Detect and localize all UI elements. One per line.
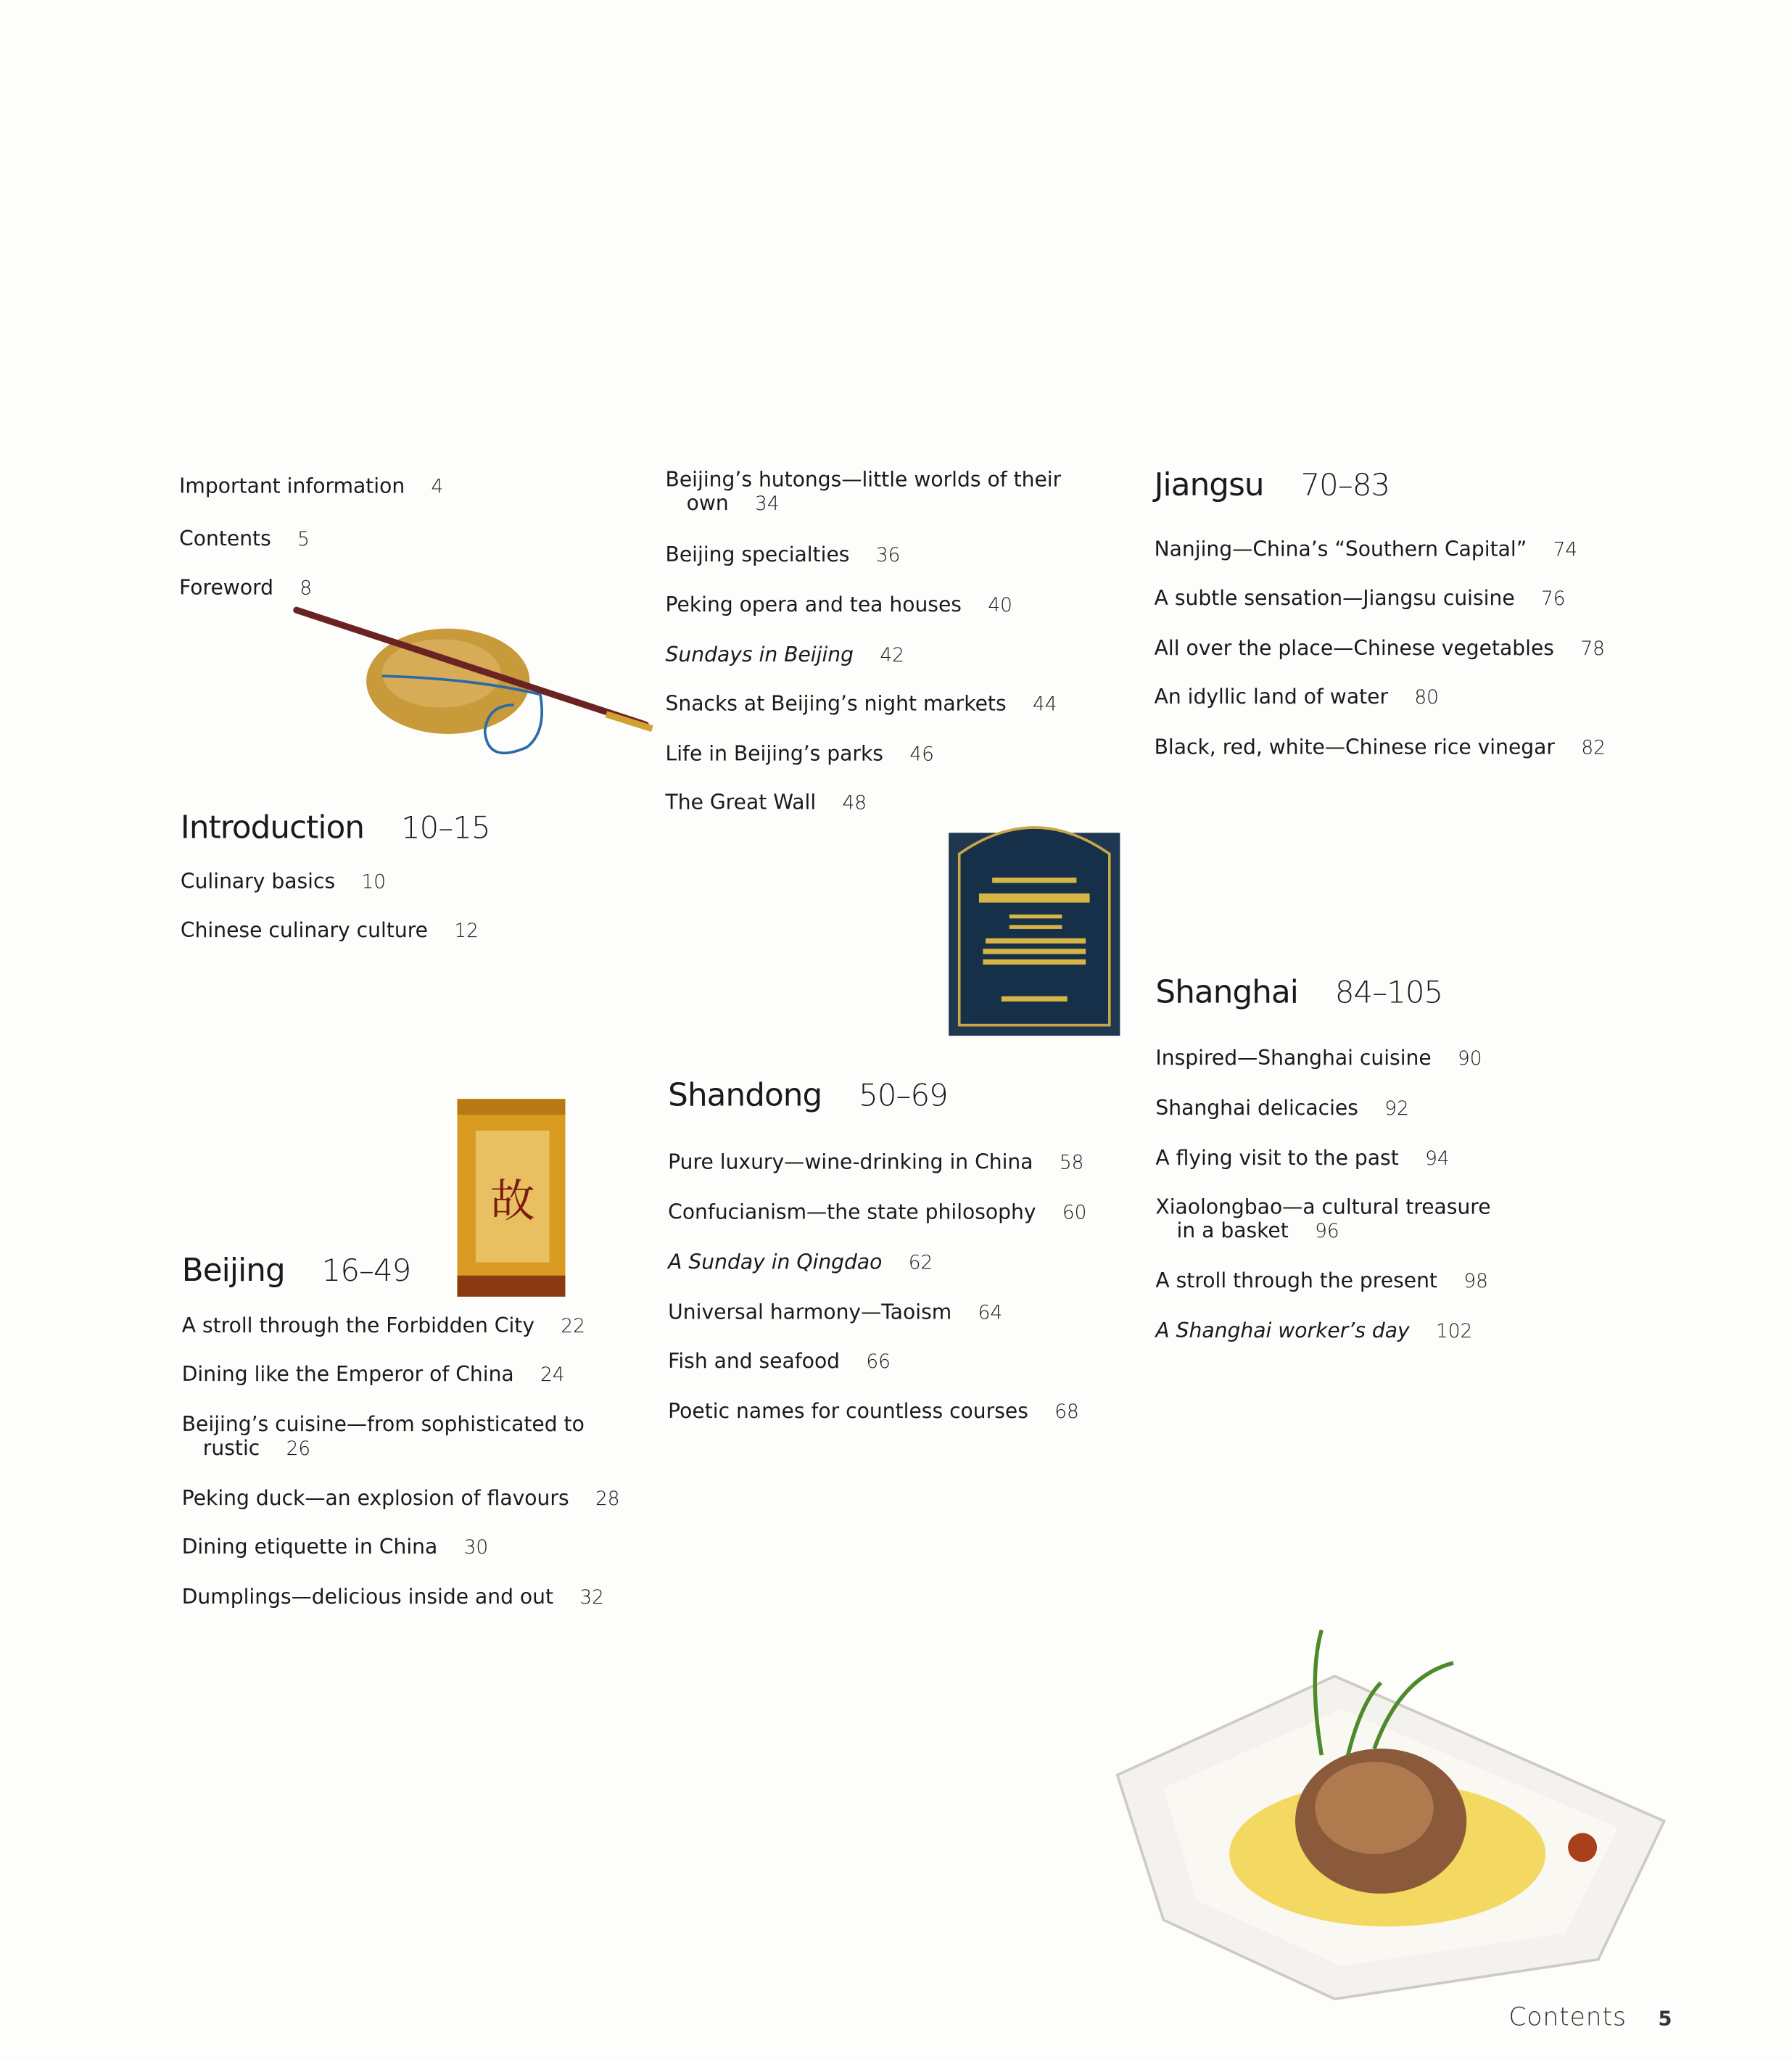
toc-entry[interactable] xyxy=(666,593,1012,619)
entry-title: Peking duck—an explosion of flavours xyxy=(181,1486,569,1511)
entry-page-number: 76 xyxy=(1541,589,1566,611)
toc-entry[interactable] xyxy=(182,1486,620,1511)
entry-page-number: 46 xyxy=(909,744,934,766)
entry-title: Chinese culinary culture xyxy=(180,918,429,943)
toc-entry[interactable] xyxy=(179,474,443,500)
toc-entry[interactable] xyxy=(1155,1147,1449,1172)
entry-title: Culinary basics xyxy=(180,870,336,894)
entry-page-number: 78 xyxy=(1580,639,1605,661)
heading-title: Introduction xyxy=(180,809,365,846)
entry-title: All over the place—Chinese vegetables xyxy=(1154,636,1554,661)
entry-page-number: 24 xyxy=(540,1365,565,1387)
heading-title: Beijing xyxy=(181,1252,285,1289)
toc-entry[interactable] xyxy=(1155,685,1439,711)
entry-title: Life in Beijing’s parks xyxy=(665,741,884,766)
heading-page-range: 84–105 xyxy=(1334,976,1443,1011)
entry-page-number: 98 xyxy=(1463,1271,1488,1293)
entry-page-number: 94 xyxy=(1425,1149,1450,1171)
entry-page-number: 68 xyxy=(1054,1402,1079,1424)
entry-page-number: 4 xyxy=(431,476,444,498)
entry-page-number: 74 xyxy=(1553,540,1578,561)
toc-entry[interactable] xyxy=(1155,587,1566,612)
toc-entry[interactable] xyxy=(668,1250,933,1276)
entry-title: Contents xyxy=(179,527,271,551)
entry-page-number: 58 xyxy=(1059,1152,1084,1174)
entry-page-number: 5 xyxy=(297,529,310,551)
toc-entry[interactable] xyxy=(179,576,312,601)
entry-title: A stroll through the present xyxy=(1155,1268,1437,1293)
entry-title: Dining etiquette in China xyxy=(181,1535,438,1559)
entry-page-number: 22 xyxy=(561,1316,585,1338)
entry-title: A stroll through the Forbidden City xyxy=(181,1313,535,1338)
entry-page-number: 96 xyxy=(1315,1221,1339,1243)
toc-entry[interactable] xyxy=(182,1535,488,1561)
toc-entry[interactable] xyxy=(182,1585,604,1611)
toc-entry[interactable] xyxy=(666,543,901,569)
entry-title: A subtle sensation—Jiangsu cuisine xyxy=(1154,586,1515,611)
toc-entry[interactable] xyxy=(668,1400,1079,1425)
entry-title: An idyllic land of water xyxy=(1154,685,1389,709)
toc-entry[interactable] xyxy=(1155,1097,1408,1122)
noodle-dish-image xyxy=(1111,1623,1677,2005)
toc-entry[interactable] xyxy=(668,1200,1086,1226)
entry-title: Dumplings—delicious inside and out xyxy=(181,1585,554,1609)
entry-title: Peking opera and tea houses xyxy=(665,593,962,617)
svg-text:故: 故 xyxy=(490,1174,535,1227)
entry-page-number: 44 xyxy=(1032,694,1057,716)
footer-label: Contents xyxy=(1508,2002,1627,2032)
toc-entry[interactable] xyxy=(1155,1269,1487,1295)
toc-entry[interactable] xyxy=(666,468,1062,516)
toc-entry[interactable] xyxy=(1155,1047,1482,1072)
entry-page-number: 40 xyxy=(988,595,1012,617)
entry-page-number: 32 xyxy=(579,1588,604,1609)
heading-page-range: 70–83 xyxy=(1300,469,1390,504)
entry-page-number: 82 xyxy=(1581,738,1606,759)
toc-entry[interactable] xyxy=(666,643,904,669)
entry-title: Beijing’s cuisine—from sophisticated to xyxy=(181,1412,585,1437)
entry-title: Foreword xyxy=(179,575,274,600)
entry-page-number: 36 xyxy=(875,545,901,567)
section-heading xyxy=(182,1252,411,1289)
entry-title: Dining like the Emperor of China xyxy=(181,1362,514,1387)
toc-entry[interactable] xyxy=(1155,637,1605,662)
entry-title: Nanjing—China’s “Southern Capital” xyxy=(1154,537,1527,561)
toc-entry[interactable] xyxy=(182,1313,585,1339)
toc-entry[interactable] xyxy=(1155,537,1578,563)
page-number: 5 xyxy=(1658,2007,1673,2031)
toc-entry[interactable] xyxy=(182,1413,585,1461)
section-heading xyxy=(1155,974,1442,1011)
entry-page-number: 102 xyxy=(1436,1321,1473,1343)
entry-page-number: 30 xyxy=(463,1538,489,1559)
entry-title: Shanghai delicacies xyxy=(1155,1096,1358,1121)
entry-page-number: 62 xyxy=(908,1253,933,1274)
toc-entry[interactable] xyxy=(182,1363,565,1388)
toc-entry[interactable] xyxy=(668,1150,1083,1176)
heading-page-range: 10–15 xyxy=(400,812,490,846)
entry-page-number: 8 xyxy=(300,578,313,600)
toc-entry[interactable] xyxy=(1155,1195,1490,1244)
entry-page-number: 26 xyxy=(286,1439,311,1461)
entry-title: The Great Wall xyxy=(665,791,817,814)
section-heading xyxy=(181,809,490,846)
entry-title: Fish and seafood xyxy=(668,1349,841,1374)
entry-title-continued: in a basket xyxy=(1176,1218,1289,1243)
entry-title: Sundays in Beijing xyxy=(665,643,854,667)
entry-page-number: 80 xyxy=(1414,688,1439,709)
section-heading xyxy=(668,1076,948,1113)
section-heading xyxy=(1155,466,1390,503)
entry-title: Beijing specialties xyxy=(665,542,850,567)
entry-title: Pure luxury—wine-drinking in China xyxy=(668,1150,1033,1174)
heading-title: Shandong xyxy=(668,1076,822,1114)
entry-title: Inspired—Shanghai cuisine xyxy=(1155,1046,1432,1070)
entry-title: Poetic names for countless courses xyxy=(668,1399,1028,1424)
toc-entry[interactable] xyxy=(666,692,1057,717)
entry-title: A Shanghai worker’s day xyxy=(1155,1319,1410,1343)
toc-entry[interactable] xyxy=(1155,735,1606,761)
toc-entry[interactable] xyxy=(666,791,867,816)
toc-entry[interactable] xyxy=(668,1350,891,1375)
page-footer xyxy=(1508,2003,1672,2032)
entry-title: Snacks at Beijing’s night markets xyxy=(665,691,1007,716)
entry-title: Beijing’s hutongs—little worlds of their xyxy=(665,467,1062,492)
toc-entry[interactable] xyxy=(1155,1319,1472,1345)
toc-entry[interactable] xyxy=(181,870,386,895)
entry-title: A Sunday in Qingdao xyxy=(668,1250,883,1274)
entry-title: Xiaolongbao—a cultural treasure xyxy=(1155,1194,1491,1219)
entry-page-number: 90 xyxy=(1458,1049,1482,1070)
entry-title: A flying visit to the past xyxy=(1155,1146,1399,1171)
entry-page-number: 60 xyxy=(1062,1202,1087,1224)
entry-page-number: 64 xyxy=(978,1303,1003,1324)
entry-title: Black, red, white—Chinese rice vinegar xyxy=(1154,735,1556,759)
entry-page-number: 66 xyxy=(866,1352,891,1374)
entry-title-continued: own xyxy=(686,491,729,516)
entry-page-number: 48 xyxy=(842,793,867,814)
entry-page-number: 28 xyxy=(595,1489,620,1511)
entry-title: Universal harmony—Taoism xyxy=(668,1300,952,1324)
toc-entry[interactable] xyxy=(666,742,934,767)
gong-instrument-image xyxy=(290,600,666,771)
entry-title: Confucianism—the state philosophy xyxy=(668,1200,1036,1224)
heading-page-range: 16–49 xyxy=(321,1254,411,1289)
heading-title: Jiangsu xyxy=(1154,466,1264,504)
heading-page-range: 50–69 xyxy=(859,1079,948,1114)
entry-title-continued: rustic xyxy=(202,1436,260,1461)
entry-page-number: 12 xyxy=(454,921,479,943)
plaque-image xyxy=(946,814,1123,1039)
entry-page-number: 92 xyxy=(1384,1099,1409,1121)
heading-title: Shanghai xyxy=(1155,973,1298,1011)
toc-entry[interactable] xyxy=(179,527,310,553)
toc-entry[interactable] xyxy=(668,1300,1002,1326)
entry-page-number: 34 xyxy=(755,494,780,516)
entry-title: Important information xyxy=(179,474,405,498)
toc-entry[interactable] xyxy=(181,918,479,944)
entry-page-number: 42 xyxy=(880,645,904,667)
liquor-box-image xyxy=(452,1091,571,1302)
entry-page-number: 10 xyxy=(361,872,387,894)
